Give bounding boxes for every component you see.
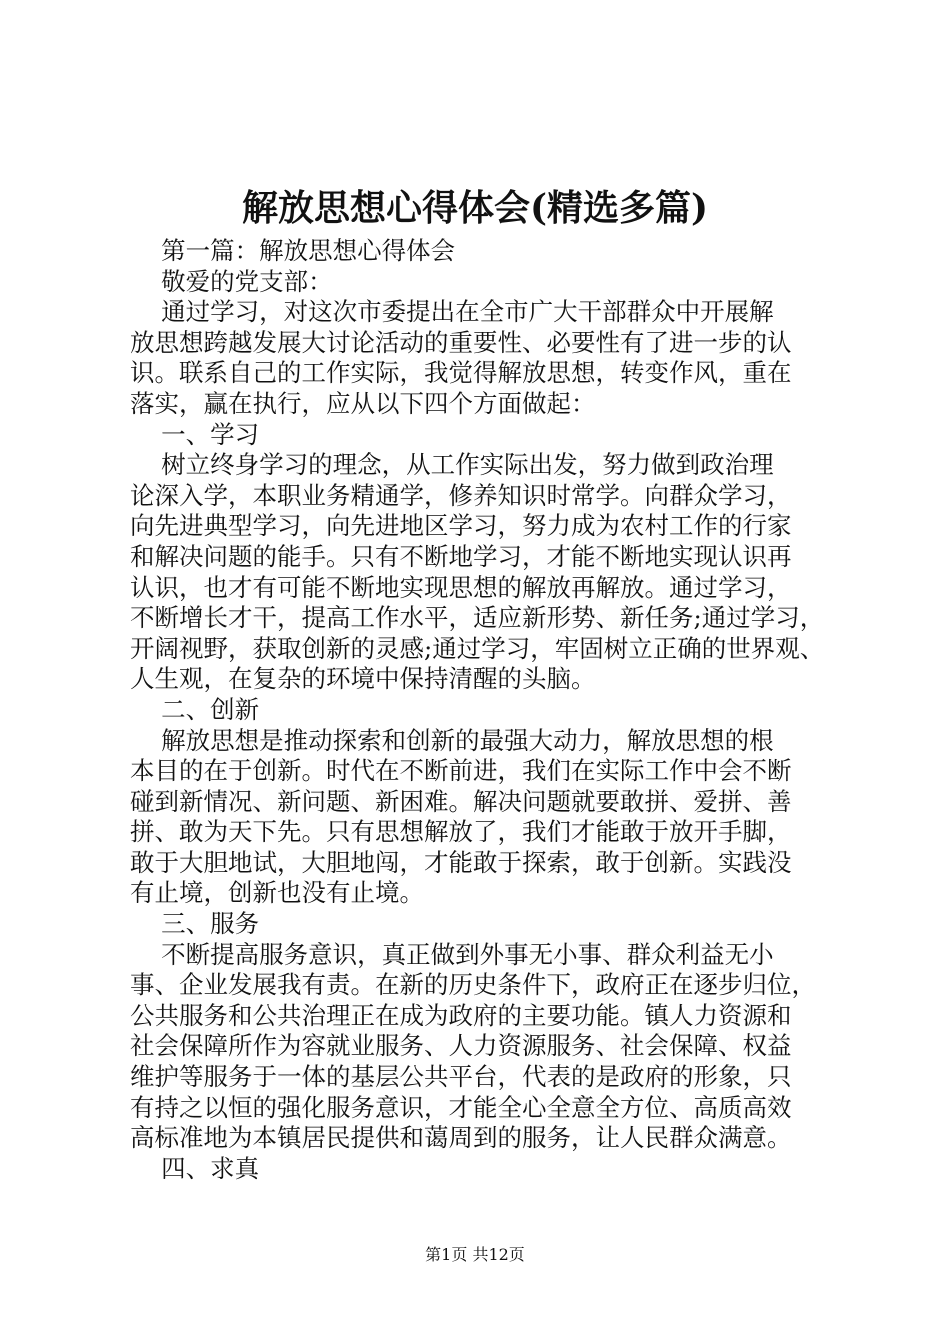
text-line: 敬爱的党支部： xyxy=(130,266,333,296)
text-line: 开阔视野，获取创新的灵感;通过学习，牢固树立正确的世界观、 xyxy=(130,633,825,663)
text-line: 识。联系自己的工作实际，我觉得解放思想，转变作风，重在 xyxy=(130,358,792,388)
text-line: 放思想跨越发展大讨论活动的重要性、必要性有了进一步的认 xyxy=(130,327,792,357)
text-line: 拼、敢为天下先。只有思想解放了，我们才能敢于放开手脚， xyxy=(130,817,792,847)
text-line: 树立终身学习的理念，从工作实际出发，努力做到政治理 xyxy=(130,450,774,480)
document-body xyxy=(130,236,830,1184)
text-line: 二、创新 xyxy=(130,694,260,724)
text-line: 解放思想是推动探索和创新的最强大动力，解放思想的根 xyxy=(130,725,774,755)
text-line: 第一篇：解放思想心得体会 xyxy=(130,236,456,265)
text-line: 本目的在于创新。时代在不断前进，我们在实际工作中会不断 xyxy=(130,756,792,786)
text-line: 论深入学，本职业务精通学，修养知识时常学。向群众学习， xyxy=(130,480,792,510)
text-line: 有持之以恒的强化服务意识，才能全心全意全方位、高质高效 xyxy=(130,1092,792,1122)
text-line: 落实，赢在执行，应从以下四个方面做起： xyxy=(130,388,596,418)
text-line: 敢于大胆地试，大胆地闯，才能敢于探索，敢于创新。实践没 xyxy=(130,847,792,877)
text-line: 维护等服务于一体的基层公共平台，代表的是政府的形象，只 xyxy=(130,1062,792,1092)
text-line: 事、企业发展我有责。在新的历史条件下，政府正在逐步归位， xyxy=(130,970,816,1000)
text-line: 通过学习，对这次市委提出在全市广大干部群众中开展解 xyxy=(130,297,774,327)
text-line: 不断增长才干，提高工作水平，适应新形势、新任务;通过学习， xyxy=(130,603,825,633)
text-line: 公共服务和公共治理正在成为政府的主要功能。镇人力资源和 xyxy=(130,1000,792,1030)
text-line: 和解决问题的能手。只有不断地学习，才能不断地实现认识再 xyxy=(130,541,792,571)
text-line: 认识，也才有可能不断地实现思想的解放再解放。通过学习， xyxy=(130,572,792,602)
text-line: 不断提高服务意识，真正做到外事无小事、群众利益无小 xyxy=(130,939,774,969)
text-line: 三、服务 xyxy=(130,909,260,939)
text-line: 社会保障所作为容就业服务、人力资源服务、社会保障、权益 xyxy=(130,1031,792,1061)
text-line: 碰到新情况、新问题、新困难。解决问题就要敢拼、爱拼、善 xyxy=(130,786,792,816)
text-line: 人生观，在复杂的环境中保持清醒的头脑。 xyxy=(130,664,596,694)
page-footer: 第1页 共12页 xyxy=(425,1245,525,1264)
text-line: 向先进典型学习，向先进地区学习，努力成为农村工作的行家 xyxy=(130,511,792,541)
text-line: 有止境，创新也没有止境。 xyxy=(130,878,424,908)
text-line: 高标准地为本镇居民提供和蔼周到的服务，让人民群众满意。 xyxy=(130,1123,792,1153)
document-title: 解放思想心得体会(精选多篇) xyxy=(241,187,709,229)
text-line: 四、求真 xyxy=(130,1153,260,1183)
text-line: 一、学习 xyxy=(130,419,260,449)
